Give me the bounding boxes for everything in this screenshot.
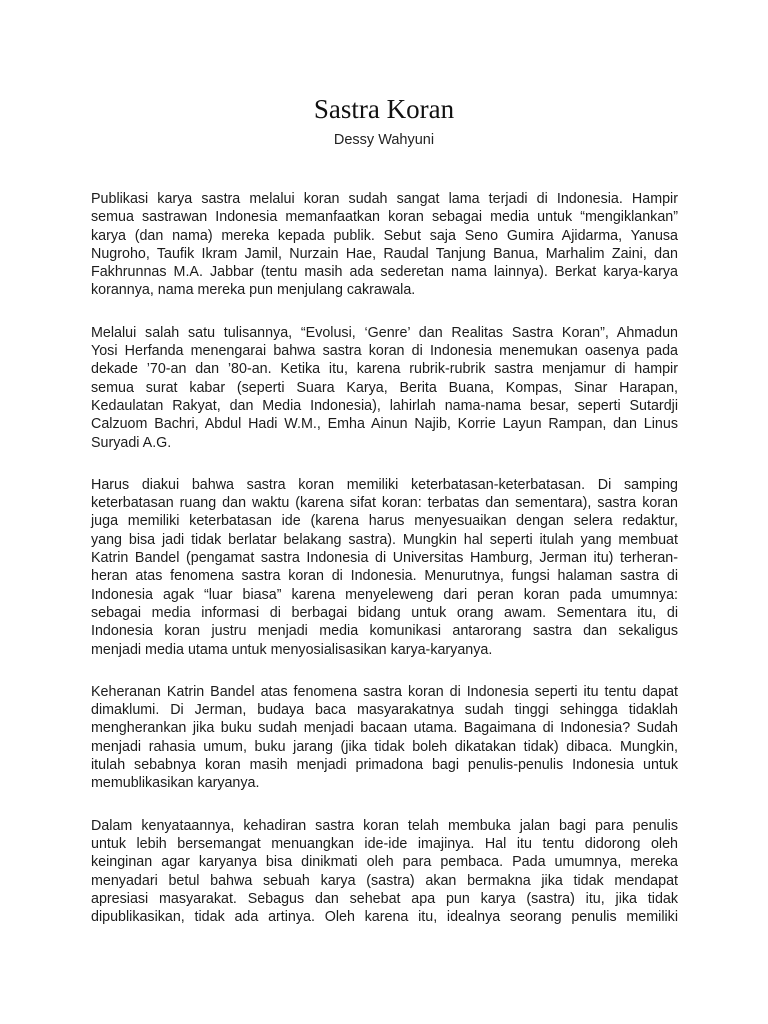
text-line: semua surat kabar (seperti Suara Karya, Berita Buana, Kompas, Sinar Harapan, xyxy=(91,379,678,396)
text-line: itulah sebabnya koran masih menjadi primadona bagi penulis-penulis Indonesia untuk xyxy=(91,757,678,774)
document-author: Dessy Wahyuni xyxy=(333,132,435,148)
text-line: Nugroho, Taufik Ikram Jamil, Nurzain Hae, Raudal Tanjung Banua, Marhalim Zaini, dan xyxy=(91,245,678,262)
text-line: karya (dan nama) mereka kepada publik. Sebut saja Seno Gumira Ajidarma, Yanusa xyxy=(91,227,678,244)
paragraph-3 xyxy=(91,476,678,659)
text-line: keinginan agar karyanya bisa dinikmati oleh para pembaca. Pada umumnya, mereka xyxy=(91,854,678,871)
text-line: mengherankan jika buku sudah menjadi bacaan utama. Bagaimana di Indonesia? Sudah xyxy=(91,720,678,737)
text-line: Melalui salah satu tulisannya, “Evolusi, ‘Genre’ dan Realitas Sastra Koran”, Ahmadun xyxy=(91,324,678,341)
text-line: Fakhrunnas M.A. Jabbar (tentu masih ada sederetan nama lainnya). Berkat karya-karya xyxy=(91,264,678,281)
text-line: Calzuom Bachri, Abdul Hadi W.M., Emha Ainun Najib, Korrie Layun Rampan, dan Linus xyxy=(91,416,678,433)
text-line: Yosi Herfanda menengarai bahwa sastra koran di Indonesia menemukan oasenya pada xyxy=(91,343,678,360)
text-line: Keheranan Katrin Bandel atas fenomena sastra koran di Indonesia seperti itu tentu dapat xyxy=(91,683,678,700)
text-line: untuk lebih bersemangat menuangkan ide-ide imajinya. Hal itu tentu didorong oleh xyxy=(91,835,678,852)
text-line: juga memiliki keterbatasan ide (karena harus menyesuaikan dengan selera redaktur, xyxy=(91,513,678,530)
text-line: Publikasi karya sastra melalui koran sudah sangat lama terjadi di Indonesia. Hampir xyxy=(91,191,678,207)
text-line: sebagai media informasi di berbagai bidang untuk orang awam. Sementara itu, di xyxy=(91,604,678,621)
text-line: semua sastrawan Indonesia memanfaatkan koran sebagai media untuk “mengiklankan” xyxy=(91,209,678,226)
text-line: menyadari betul bahwa sebuah karya (sastra) akan bermakna jika tidak mendapat xyxy=(91,872,678,889)
text-line: keterbatasan ruang dan waktu (karena sifat koran: terbatas dan sementara), sastra koran xyxy=(91,495,678,512)
text-line: apresiasi masyarakat. Sebagus dan sehebat apa pun karya (sastra) itu, jika tidak xyxy=(91,890,678,907)
paragraph-4 xyxy=(91,683,678,793)
text-line: dekade ’70-an dan ’80-an. Ketika itu, karena rubrik-rubrik sastra menjamur di hampir xyxy=(91,361,678,378)
document-body xyxy=(91,190,678,950)
paragraph-5 xyxy=(91,817,678,927)
text-line: menjadi media utama untuk menyosialisasikan karya-karyanya. xyxy=(91,641,493,658)
text-line: Indonesia koran justru menjadi media komunikasi antarorang sastra dan sekaligus xyxy=(91,623,678,640)
text-line: memublikasikan karyanya. xyxy=(91,775,260,792)
text-line: Katrin Bandel (pengamat sastra Indonesia di Universitas Hamburg, Jerman itu) terheran- xyxy=(91,550,678,567)
text-line: Kedaulatan Rakyat, dan Media Indonesia), lahirlah nama-nama besar, seperti Sutardji xyxy=(91,397,678,414)
document-title: Sastra Koran xyxy=(313,94,455,124)
text-line: korannya, nama mereka pun menjulang cakrawala. xyxy=(91,282,416,299)
paragraph-2 xyxy=(91,324,678,452)
text-line: Indonesia agak “luar biasa” karena menyeleweng dari peran koran pada umumnya: xyxy=(91,586,678,603)
text-line: Dalam kenyataannya, kehadiran sastra koran telah membuka jalan bagi para penulis xyxy=(91,817,678,834)
text-line: menjadi rahasia umum, buku jarang (jika tidak boleh dikatakan tidak) dibaca. Mungkin, xyxy=(91,738,678,755)
text-line: dimaklumi. Di Jerman, budaya baca masyarakatnya sudah tinggi sehingga tidaklah xyxy=(91,702,678,719)
text-line: dipublikasikan, tidak ada artinya. Oleh karena itu, idealnya seorang penulis memiliki xyxy=(91,909,678,926)
text-line: Suryadi A.G. xyxy=(91,434,172,451)
text-line: heran atas fenomena sastra koran di Indonesia. Menurutnya, fungsi halaman sastra di xyxy=(91,568,678,585)
text-line: Harus diakui bahwa sastra koran memiliki keterbatasan-keterbatasan. Di samping xyxy=(91,476,678,493)
paragraph-1 xyxy=(91,190,678,300)
text-line: yang bisa jadi tidak berlatar belakang sastra). Mungkin hal seperti itulah yang membuat xyxy=(91,531,678,548)
